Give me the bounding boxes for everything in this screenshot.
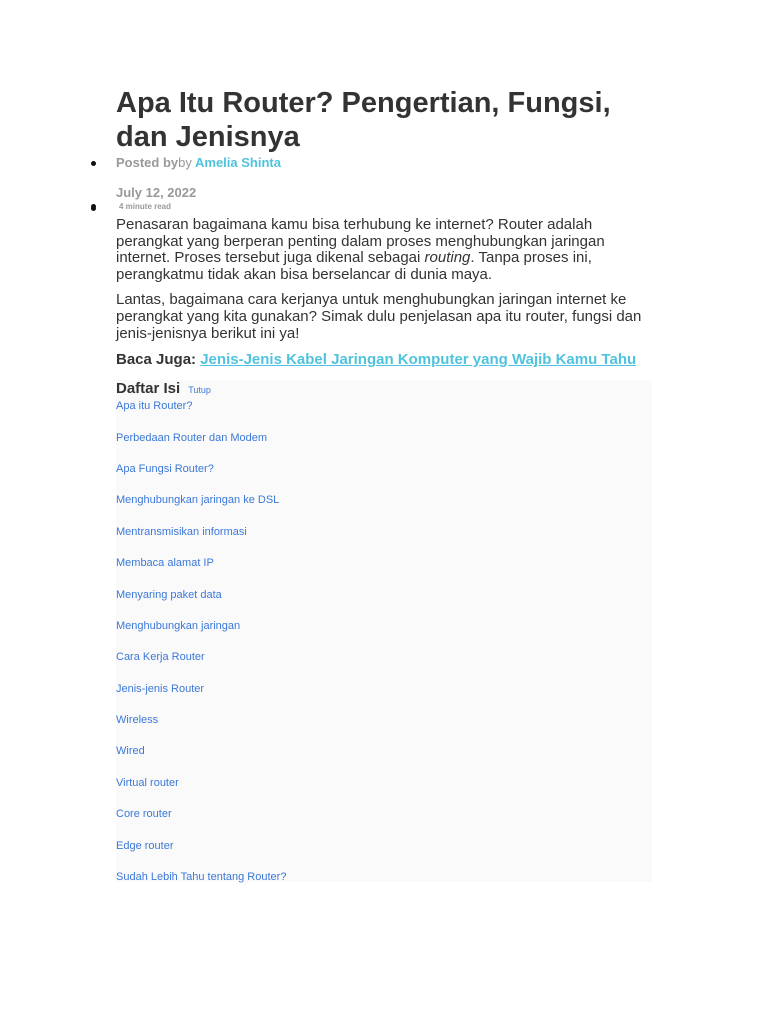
intro-paragraph [116,217,652,283]
toc-item[interactable] [116,494,652,525]
toc-item-label[interactable]: Virtual router [116,776,179,789]
toc-item[interactable] [116,745,652,776]
toc-item[interactable] [116,432,652,463]
toc-item[interactable] [116,777,652,808]
toc-header [116,380,652,400]
toc-item-label[interactable]: Sudah Lebih Tahu tentang Router? [116,871,287,884]
article-title: Apa Itu Router? Pengertian, Fungsi, dan Jenisnya [116,87,611,153]
intro-text-end: . Tanpa proses ini, perangkatmu tidak akan bisa berselancar di dunia maya. [116,249,592,283]
meta-author-item [116,154,652,171]
toc-item[interactable] [116,808,652,839]
baca-juga-link[interactable]: Jenis-Jenis Kabel Jaringan Komputer yang Wajib Kamu Tahu [200,351,637,369]
toc-item[interactable] [116,400,652,431]
toc-item-label[interactable]: Jenis-jenis Router [116,682,205,695]
toc-item[interactable] [116,651,652,682]
toc-item-label[interactable]: Wireless [116,714,159,727]
meta-author [116,154,652,171]
toc-item-label[interactable]: Membaca alamat IP [116,557,214,570]
toc-item-label[interactable]: Core router [116,808,172,821]
toc-item-label[interactable]: Mentransmisikan informasi [116,525,247,538]
toc-list [116,400,652,902]
baca-juga [116,351,652,368]
toc-item[interactable] [116,526,652,557]
toc-item-label[interactable]: Perbedaan Router dan Modem [116,431,268,444]
toc-item-label[interactable]: Menyaring paket data [116,588,222,601]
second-paragraph: Lantas, bagaimana cara kerjanya untuk menghubungkan jaringan internet ke perangkat yang kita gunakan? Simak dulu penjelasan apa itu router, fungsi dan jenis-jenisnya berikut ini ya! [116,291,642,342]
toc-item-label[interactable]: Apa itu Router? [116,400,193,413]
toc-item[interactable] [116,463,652,494]
meta-read-item [116,202,652,212]
table-of-contents [116,380,652,882]
toc-item[interactable] [116,620,652,651]
toc-item[interactable] [116,871,652,902]
author-link[interactable]: Amelia Shinta [195,155,281,170]
toc-item[interactable] [116,683,652,714]
toc-item[interactable] [116,589,652,620]
toc-item[interactable] [116,557,652,588]
toc-item[interactable] [116,840,652,871]
baca-juga-label: Baca Juga: [116,351,197,369]
toc-item-label[interactable]: Apa Fungsi Router? [116,462,214,475]
meta-date-item [116,185,652,201]
article [116,86,652,882]
post-date: July 12, 2022 [116,185,197,200]
toc-title: Daftar Isi [116,380,181,398]
by-label: by [178,155,192,170]
toc-toggle-button[interactable]: Tutup [188,385,211,396]
posted-by-label: Posted by [116,155,179,170]
bullet-icon [91,204,96,209]
post-meta [116,154,652,212]
toc-item-label[interactable]: Wired [116,745,145,758]
intro-text: Penasaran bagaimana kamu bisa terhubung ke internet? Router adalah perangkat yang berperan penting dalam proses menghubungkan jaringan internet. Proses tersebut juga dikenal sebagai [116,216,605,267]
toc-item[interactable] [116,714,652,745]
intro-italic: routing [424,249,471,267]
toc-item-label[interactable]: Menghubungkan jaringan ke DSL [116,494,280,507]
toc-item-label[interactable]: Cara Kerja Router [116,651,205,664]
toc-item-label[interactable]: Edge router [116,839,174,852]
toc-item-label[interactable]: Menghubungkan jaringan [116,619,241,632]
read-time: 4 minute read [119,202,172,211]
bullet-icon [91,161,96,166]
